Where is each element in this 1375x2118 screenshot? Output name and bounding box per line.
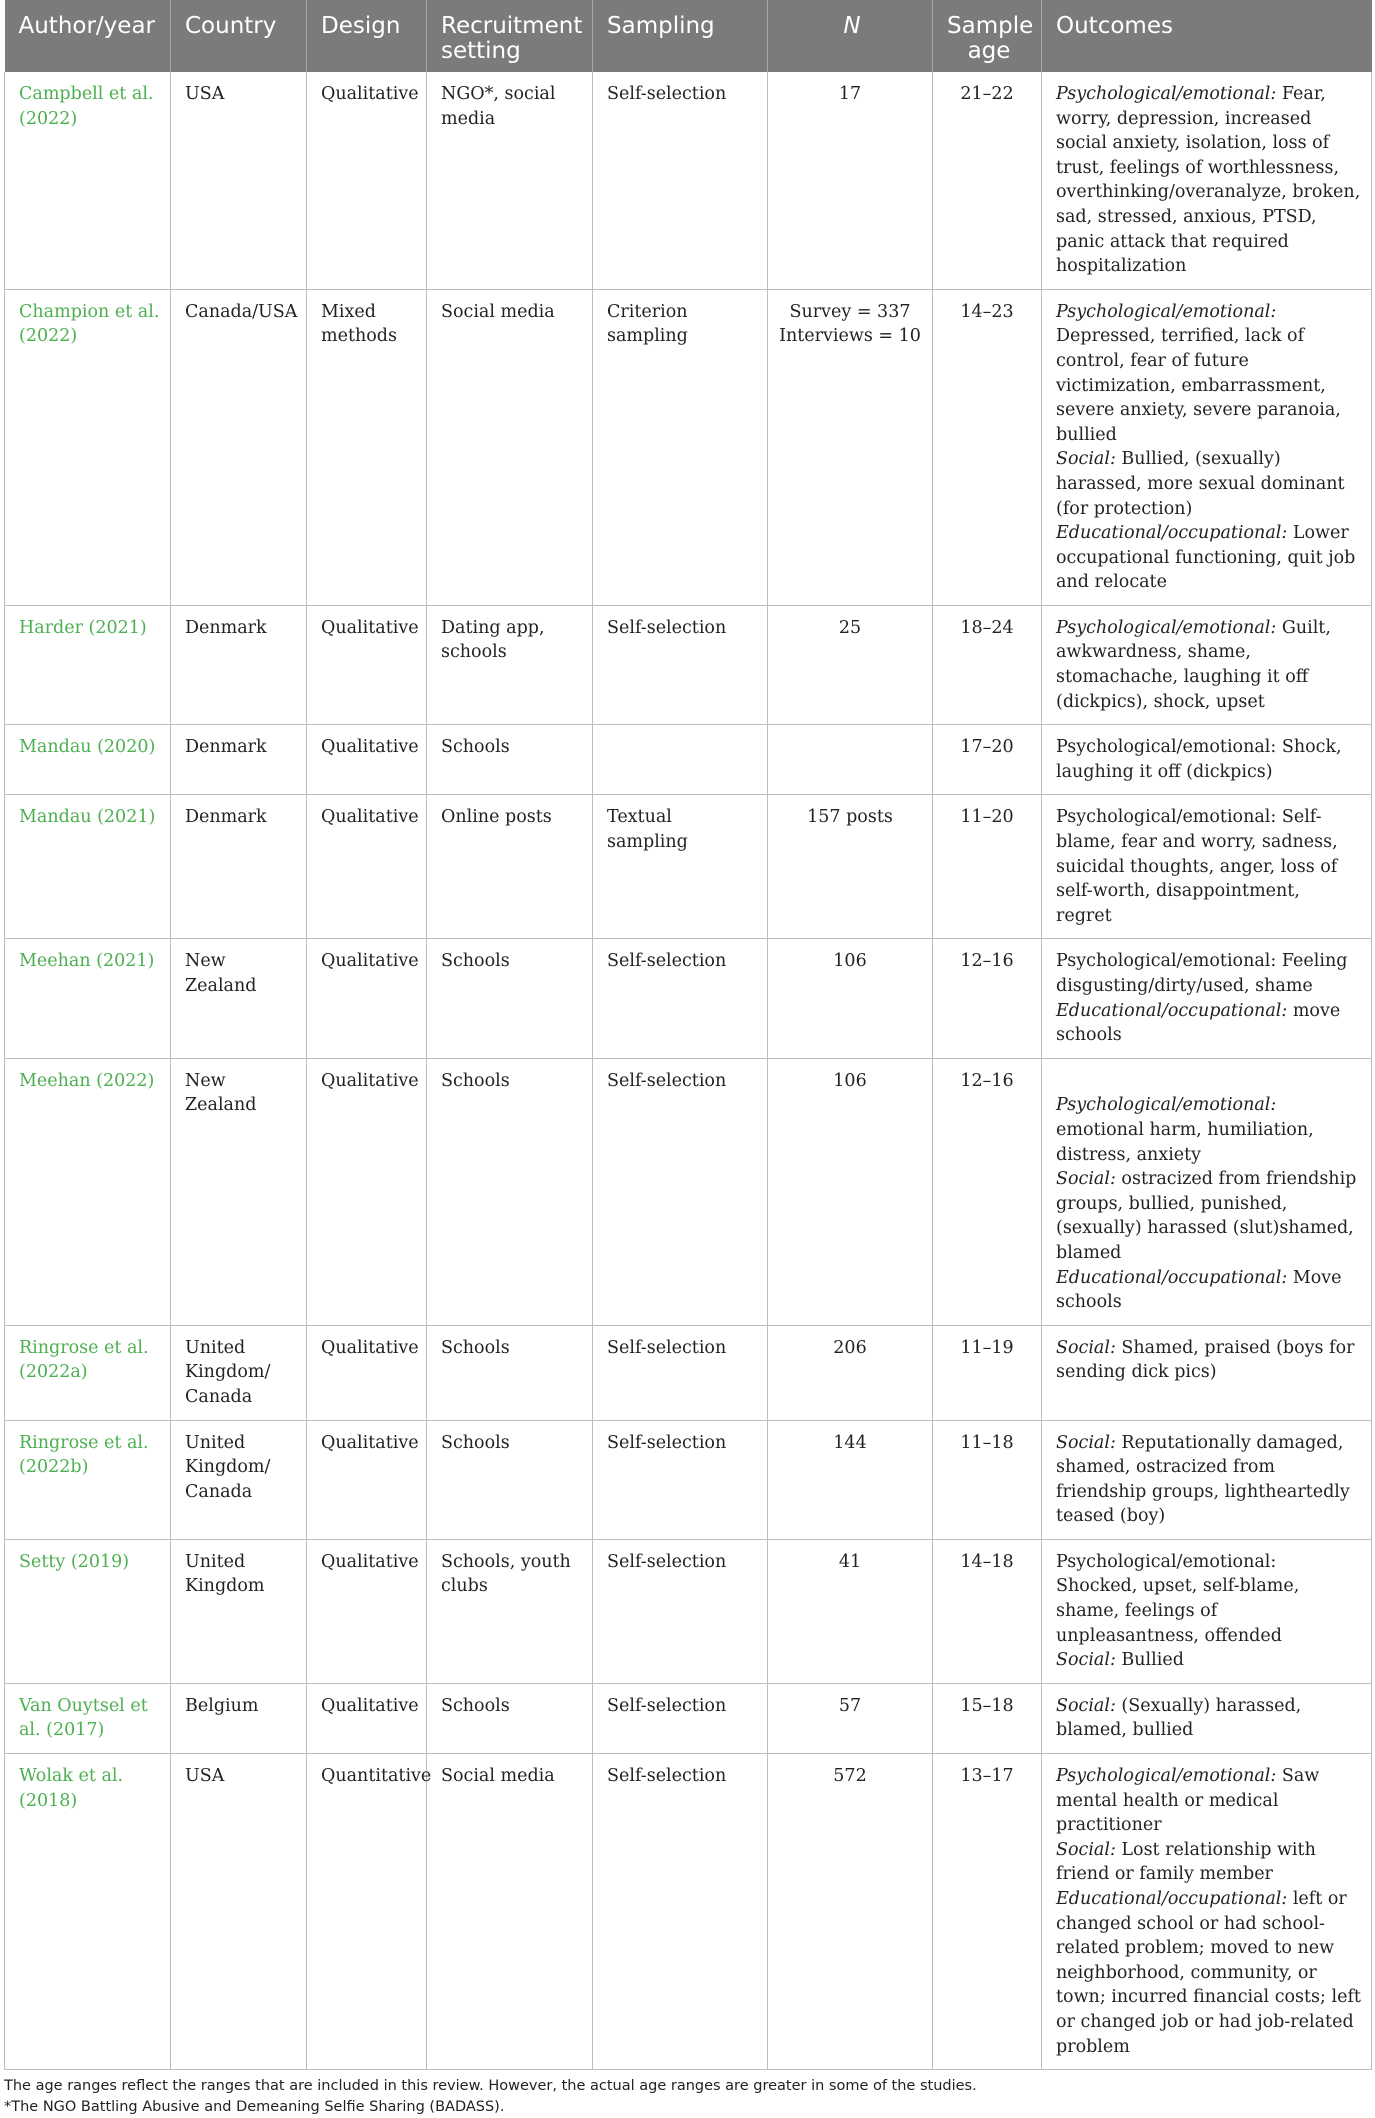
table-row [5,939,1372,1058]
outcome-category-label: Social: [1056,1432,1116,1453]
outcome-line [1056,1336,1361,1385]
sampling-cell: Self-selection [593,1539,768,1683]
outcome-category-label: Psychological/emotional: [1056,301,1277,322]
country-cell: New Zealand [171,939,307,1058]
sampling-cell: Self-selection [593,1325,768,1420]
outcome-line [1056,1838,1361,1887]
recruitment-setting-cell: Social media [427,289,593,605]
sample-age-cell: 18–24 [933,605,1042,724]
n-cell: 57 [768,1683,933,1753]
outcome-category-label: Social: [1056,449,1116,470]
outcome-category-label: Social: [1056,1169,1116,1190]
author-cell[interactable]: Mandau (2020) [5,725,171,795]
recruitment-setting-cell: Schools [427,725,593,795]
recruitment-setting-cell: Schools [427,1420,593,1539]
outcome-line [1056,999,1361,1048]
header-sample-age: Sample age [933,0,1042,72]
outcome-text: left or changed school or had school-related problem; moved to new neighborhood, community, or town; incurred financial costs; left or changed job or had job-related problem [1056,1889,1361,2057]
table-container [4,0,1371,2118]
outcome-line [1056,1266,1361,1315]
recruitment-setting-cell: Schools [427,1058,593,1325]
n-cell: 25 [768,605,933,724]
table-row [5,1683,1372,1753]
outcome-category-label: Educational/occupational: [1056,1000,1288,1021]
outcome-text: Bullied, (sexually) harassed, more sexual dominant (for protection) [1056,449,1345,519]
table-row [5,1058,1372,1325]
header-n: N [768,0,933,72]
outcome-category-label: Psychological/emotional: [1056,84,1277,104]
outcome-category-label: Social: [1056,1337,1116,1358]
outcomes-cell [1042,1754,1372,2070]
author-cell[interactable]: Meehan (2022) [5,1058,171,1325]
outcome-category-label: Psychological/emotional: [1056,1766,1277,1787]
recruitment-setting-cell: NGO*, social media [427,72,593,289]
outcome-line [1056,1431,1361,1529]
header-sampling: Sampling [593,0,768,72]
header-row [5,0,1372,72]
design-cell: Qualitative [307,605,427,724]
outcomes-cell [1042,1325,1372,1420]
sample-age-cell: 15–18 [933,1683,1042,1753]
outcome-text: Psychological/emotional: Self-blame, fear and worry, sadness, suicidal thoughts, anger, loss of self-worth, disappointment, regret [1056,807,1338,926]
sampling-cell: Textual sampling [593,795,768,939]
outcome-text: Psychological/emotional: Shock, laughing it off (dickpics) [1056,737,1342,782]
outcome-text: Saw mental health or medical practitioner [1056,1766,1320,1836]
sample-age-cell: 17–20 [933,725,1042,795]
design-cell: Qualitative [307,1420,427,1539]
n-cell: 41 [768,1539,933,1683]
outcome-category-label: Social: [1056,1650,1116,1671]
sample-age-cell: 14–18 [933,1539,1042,1683]
footnote-age: The age ranges reflect the ranges that are included in this review. However, the actual age ranges are greater in some of the studies. [4,2078,977,2095]
sampling-cell: Self-selection [593,1420,768,1539]
outcome-line [1056,1694,1361,1743]
country-cell: New Zealand [171,1058,307,1325]
design-cell: Qualitative [307,939,427,1058]
n-cell: 106 [768,1058,933,1325]
sampling-cell: Self-selection [593,72,768,289]
header-author: Author/year [5,0,171,72]
outcome-line [1056,82,1361,279]
sample-age-cell: 13–17 [933,1754,1042,2070]
author-cell[interactable]: Harder (2021) [5,605,171,724]
outcome-category-label: Educational/occupational: [1056,1889,1288,1909]
sampling-cell: Self-selection [593,1754,768,2070]
recruitment-setting-cell: Schools [427,1325,593,1420]
footnote-ngo: *The NGO Battling Abusive and Demeaning Selfie Sharing (BADASS). [4,2099,505,2116]
outcome-text: Guilt, awkwardness, shame, stomachache, laughing it off (dickpics), shock, upset [1056,617,1331,712]
sampling-cell: Self-selection [593,605,768,724]
outcome-line [1056,1093,1361,1167]
table-row [5,1420,1372,1539]
recruitment-setting-cell: Online posts [427,795,593,939]
header-recruitment-setting: Recruitment setting [427,0,593,72]
table-row [5,289,1372,605]
sample-age-cell: 12–16 [933,939,1042,1058]
outcomes-cell [1042,1058,1372,1325]
outcomes-cell [1042,1683,1372,1753]
outcomes-cell [1042,795,1372,939]
country-cell: Denmark [171,795,307,939]
author-cell[interactable]: Setty (2019) [5,1539,171,1683]
country-cell: USA [171,1754,307,2070]
outcome-text: (Sexually) harassed, blamed, bullied [1056,1695,1302,1741]
outcome-text: Bullied [1115,1650,1184,1671]
table-row [5,1539,1372,1683]
sample-age-cell: 12–16 [933,1058,1042,1325]
outcome-line [1056,1648,1361,1673]
design-cell: Qualitative [307,725,427,795]
outcome-category-label: Psychological/emotional: [1056,1095,1277,1116]
outcomes-cell [1042,939,1372,1058]
design-cell: Quantitative [307,1754,427,2070]
country-cell: United Kingdom/ Canada [171,1420,307,1539]
design-cell: Qualitative [307,72,427,289]
n-cell: 144 [768,1420,933,1539]
outcome-line [1056,1764,1361,1838]
outcome-line [1056,616,1361,714]
recruitment-setting-cell: Social media [427,1754,593,2070]
outcome-line [1056,805,1361,928]
design-cell: Qualitative [307,1325,427,1420]
outcome-category-label: Educational/occupational: [1056,1267,1288,1288]
outcome-category-label: Educational/occupational: [1056,523,1288,544]
header-country: Country [171,0,307,72]
sampling-cell: Self-selection [593,1683,768,1753]
recruitment-setting-cell: Schools [427,1683,593,1753]
n-cell: 206 [768,1325,933,1420]
n-cell [768,725,933,795]
sample-age-cell: 11–20 [933,795,1042,939]
author-cell[interactable]: Champion et al. (2022) [5,289,171,605]
outcomes-cell [1042,1539,1372,1683]
n-cell: Survey = 337 Interviews = 10 [768,289,933,605]
outcome-text: Psychological/emotional: Shocked, upset, self-blame, shame, feelings of unpleasantness, offended [1056,1551,1300,1646]
outcome-line [1056,447,1361,521]
outcome-text: Lower occupational functioning, quit job and relocate [1056,523,1356,593]
outcome-category-label: Psychological/emotional: [1056,617,1277,638]
outcome-text: Reputationally damaged, shamed, ostracized from friendship groups, lightheartedly teased (boy) [1056,1432,1350,1527]
outcome-text: ostracized from friendship groups, bullied, punished, (sexually) harassed (slut)shamed, blamed [1056,1169,1357,1263]
header-design: Design [307,0,427,72]
sample-age-cell: 14–23 [933,289,1042,605]
outcome-line [1056,300,1361,448]
recruitment-setting-cell: Dating app, schools [427,605,593,724]
n-cell: 17 [768,72,933,289]
outcome-text: Move schools [1056,1267,1342,1313]
outcome-text: Fear, worry, depression, increased social anxiety, isolation, loss of trust, feelings of worthlessness, overthinking/overanalyze, broken, sad, stressed, anxious, PTSD, panic attack that required hospitalization [1056,84,1361,277]
outcome-line [1056,1167,1361,1265]
outcome-category-label: Social: [1056,1839,1116,1860]
sampling-cell: Criterion sampling [593,289,768,605]
design-cell: Qualitative [307,1058,427,1325]
outcome-text: Psychological/emotional: Feeling disgusting/dirty/used, shame [1056,951,1348,996]
country-cell: Belgium [171,1683,307,1753]
outcome-line [1056,735,1361,784]
outcome-line [1056,949,1361,998]
design-cell: Qualitative [307,795,427,939]
studies-table [4,0,1372,2070]
sample-age-cell: 11–18 [933,1420,1042,1539]
country-cell: Canada/USA [171,289,307,605]
table-row [5,72,1372,289]
outcomes-cell [1042,1420,1372,1539]
author-cell[interactable]: Mandau (2021) [5,795,171,939]
author-cell[interactable]: Meehan (2021) [5,939,171,1058]
sample-age-cell: 21–22 [933,72,1042,289]
sampling-cell: Self-selection [593,1058,768,1325]
country-cell: Denmark [171,605,307,724]
outcomes-cell [1042,725,1372,795]
author-cell[interactable]: Ringrose et al. (2022a) [5,1325,171,1420]
country-cell: United Kingdom [171,1539,307,1683]
outcome-line [1056,1550,1361,1648]
author-cell[interactable]: Wolak et al. (2018) [5,1754,171,2070]
outcomes-cell [1042,289,1372,605]
table-row [5,1754,1372,2070]
table-row [5,725,1372,795]
table-row [5,605,1372,724]
outcome-text: Lost relationship with friend or family member [1056,1839,1316,1885]
author-cell[interactable]: Van Ouytsel et al. (2017) [5,1683,171,1753]
footnotes [4,2076,1371,2118]
sampling-cell [593,725,768,795]
outcomes-cell [1042,605,1372,724]
country-cell: Denmark [171,725,307,795]
sample-age-cell: 11–19 [933,1325,1042,1420]
outcome-line [1056,1887,1361,2059]
outcome-text: Shamed, praised (boys for sending dick pics) [1056,1337,1355,1383]
table-row [5,795,1372,939]
n-cell: 572 [768,1754,933,2070]
design-cell: Qualitative [307,1683,427,1753]
design-cell: Qualitative [307,1539,427,1683]
country-cell: USA [171,72,307,289]
outcome-text: emotional harm, humiliation, distress, anxiety [1056,1119,1314,1165]
n-cell: 106 [768,939,933,1058]
author-cell[interactable]: Ringrose et al. (2022b) [5,1420,171,1539]
author-cell[interactable]: Campbell et al. (2022) [5,72,171,289]
outcome-category-label: Social: [1056,1695,1116,1716]
recruitment-setting-cell: Schools [427,939,593,1058]
outcome-text: move schools [1056,1000,1341,1046]
outcome-text: Depressed, terrified, lack of control, fear of future victimization, embarrassment, severe anxiety, severe paranoia, bullied [1056,326,1341,445]
design-cell: Mixed methods [307,289,427,605]
outcomes-cell [1042,72,1372,289]
header-outcomes: Outcomes [1042,0,1372,72]
sampling-cell: Self-selection [593,939,768,1058]
n-cell: 157 posts [768,795,933,939]
table-row [5,1325,1372,1420]
outcome-line [1056,521,1361,595]
recruitment-setting-cell: Schools, youth clubs [427,1539,593,1683]
country-cell: United Kingdom/ Canada [171,1325,307,1420]
